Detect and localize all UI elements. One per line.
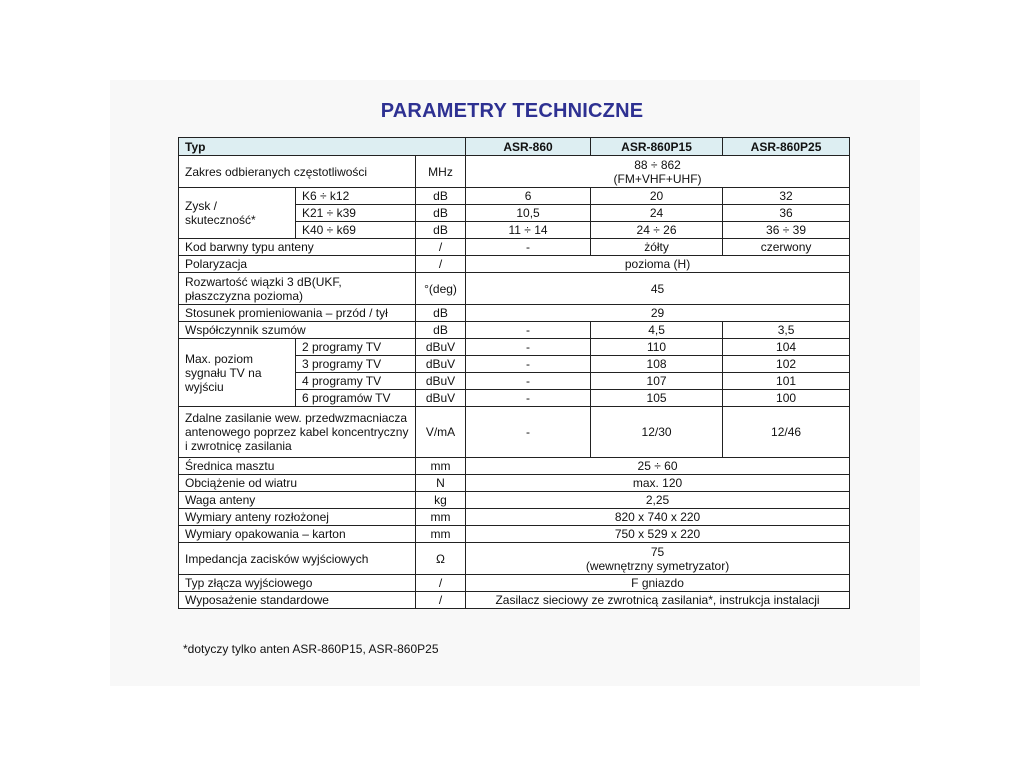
label-line: Rozwartość wiązki 3 dB(UKF, — [185, 274, 342, 289]
value-line: 88 ÷ 862 — [634, 157, 681, 172]
table-row — [179, 509, 850, 526]
row-unit: N — [416, 475, 466, 492]
cell-asr-860p25: 36 ÷ 39 — [723, 222, 850, 239]
spec-table — [178, 137, 850, 609]
row-unit: dB — [416, 222, 466, 239]
row-label: Polaryzacja — [179, 256, 416, 273]
page-title: PARAMETRY TECHNICZNE — [380, 100, 644, 122]
cell-asr-860p15: 4,5 — [591, 322, 723, 339]
cell-asr-860: - — [466, 322, 591, 339]
row-unit: / — [416, 592, 466, 609]
table-row — [179, 339, 850, 356]
header-asr-860: ASR-860 — [466, 138, 591, 156]
row-unit: V/mA — [416, 407, 466, 458]
row-value — [466, 543, 850, 575]
cell-asr-860: 6 — [466, 188, 591, 205]
row-unit: mm — [416, 509, 466, 526]
label-line: skuteczność* — [185, 213, 256, 227]
row-unit: mm — [416, 458, 466, 475]
row-unit: °(deg) — [416, 273, 466, 305]
row-value: 2,25 — [466, 492, 850, 509]
label-line: Zdalne zasilanie wew. przedwzmacniacza — [185, 411, 408, 425]
row-sublabel: 2 programy TV — [296, 339, 416, 356]
row-label: Impedancja zacisków wyjściowych — [179, 543, 416, 575]
table-row — [179, 256, 850, 273]
cell-asr-860p25: 100 — [723, 390, 850, 407]
value-line: (FM+VHF+UHF) — [613, 171, 702, 186]
cell-asr-860p25: 102 — [723, 356, 850, 373]
cell-asr-860p15: 105 — [591, 390, 723, 407]
table-row — [179, 458, 850, 475]
label-line: wyjściu — [185, 379, 224, 394]
cell-asr-860p15: 24 ÷ 26 — [591, 222, 723, 239]
cell-asr-860: 10,5 — [466, 205, 591, 222]
row-unit: / — [416, 256, 466, 273]
header-asr-860p25: ASR-860P25 — [723, 138, 850, 156]
row-value: max. 120 — [466, 475, 850, 492]
row-label: Zakres odbieranych częstotliwości — [179, 156, 416, 188]
row-value: 25 ÷ 60 — [466, 458, 850, 475]
row-label: Wyposażenie standardowe — [179, 592, 416, 609]
table-row — [179, 156, 850, 188]
row-unit: dB — [416, 188, 466, 205]
cell-asr-860p25: czerwony — [723, 239, 850, 256]
cell-asr-860p15: 24 — [591, 205, 723, 222]
cell-asr-860: - — [466, 390, 591, 407]
cell-asr-860p15: 20 — [591, 188, 723, 205]
footnote: *dotyczy tylko anten ASR-860P15, ASR-860P25 — [183, 642, 439, 656]
cell-asr-860p15: 12/30 — [591, 407, 723, 458]
cell-asr-860p25: 36 — [723, 205, 850, 222]
table-row — [179, 273, 850, 305]
row-unit: dBuV — [416, 390, 466, 407]
table-row — [179, 575, 850, 592]
row-value: Zasilacz sieciowy ze zwrotnicą zasilania*, instrukcja instalacji — [466, 592, 850, 609]
value-line: (wewnętrzny symetryzator) — [585, 558, 730, 573]
row-unit: mm — [416, 526, 466, 543]
row-label — [179, 339, 296, 407]
table-row — [179, 492, 850, 509]
cell-asr-860p25: 32 — [723, 188, 850, 205]
row-label: Typ złącza wyjściowego — [179, 575, 416, 592]
header-asr-860p15: ASR-860P15 — [591, 138, 723, 156]
row-value: 750 x 529 x 220 — [466, 526, 850, 543]
cell-asr-860: - — [466, 407, 591, 458]
label-line: sygnału TV na — [185, 365, 262, 380]
row-label: Wymiary opakowania – karton — [179, 526, 416, 543]
row-unit: kg — [416, 492, 466, 509]
cell-asr-860: - — [466, 239, 591, 256]
cell-asr-860p25: 104 — [723, 339, 850, 356]
table-row — [179, 305, 850, 322]
row-value: 820 x 740 x 220 — [466, 509, 850, 526]
cell-asr-860: - — [466, 356, 591, 373]
cell-asr-860p15: żółty — [591, 239, 723, 256]
cell-asr-860: - — [466, 373, 591, 390]
label-line: antenowego poprzez kabel koncentryczny — [185, 425, 409, 439]
row-value: 29 — [466, 305, 850, 322]
row-label: Średnica masztu — [179, 458, 416, 475]
cell-asr-860p15: 108 — [591, 356, 723, 373]
row-unit: MHz — [416, 156, 466, 188]
row-label: Stosunek promieniowania – przód / tył — [179, 305, 416, 322]
cell-asr-860p25: 3,5 — [723, 322, 850, 339]
row-unit: dBuV — [416, 373, 466, 390]
row-value: pozioma (H) — [466, 256, 850, 273]
table-row — [179, 592, 850, 609]
row-label: Kod barwny typu anteny — [179, 239, 416, 256]
row-sublabel: K40 ÷ k69 — [296, 222, 416, 239]
row-unit: Ω — [416, 543, 466, 575]
row-label: Waga anteny — [179, 492, 416, 509]
cell-asr-860p15: 107 — [591, 373, 723, 390]
row-sublabel: 4 programy TV — [296, 373, 416, 390]
row-label: Obciążenie od wiatru — [179, 475, 416, 492]
row-sublabel: 6 programów TV — [296, 390, 416, 407]
table-row — [179, 543, 850, 575]
label-line: Zysk / — [185, 199, 217, 213]
row-label — [179, 273, 416, 305]
table-row — [179, 407, 850, 458]
row-label: Wymiary anteny rozłożonej — [179, 509, 416, 526]
table-header-row — [179, 138, 850, 156]
label-line: Max. poziom — [185, 351, 254, 366]
cell-asr-860p25: 12/46 — [723, 407, 850, 458]
row-sublabel: K6 ÷ k12 — [296, 188, 416, 205]
row-label — [179, 188, 296, 239]
table-row — [179, 475, 850, 492]
cell-asr-860: - — [466, 339, 591, 356]
cell-asr-860p15: 110 — [591, 339, 723, 356]
row-label — [179, 407, 416, 458]
table-row — [179, 188, 850, 205]
row-label: Współczynnik szumów — [179, 322, 416, 339]
table-row — [179, 239, 850, 256]
row-unit: dB — [416, 305, 466, 322]
cell-asr-860p25: 101 — [723, 373, 850, 390]
label-line: i zwrotnicę zasilania — [185, 439, 292, 453]
row-sublabel: K21 ÷ k39 — [296, 205, 416, 222]
row-value: 45 — [466, 273, 850, 305]
row-value — [466, 156, 850, 188]
row-unit: dBuV — [416, 356, 466, 373]
cell-asr-860: 11 ÷ 14 — [466, 222, 591, 239]
row-unit: dB — [416, 322, 466, 339]
value-line: 75 — [650, 544, 665, 559]
row-unit: / — [416, 239, 466, 256]
row-unit: / — [416, 575, 466, 592]
row-value: F gniazdo — [466, 575, 850, 592]
table-row — [179, 322, 850, 339]
label-line: płaszczyzna pozioma) — [185, 288, 304, 303]
row-sublabel: 3 programy TV — [296, 356, 416, 373]
row-unit: dBuV — [416, 339, 466, 356]
header-typ: Typ — [179, 138, 466, 156]
table-row — [179, 526, 850, 543]
row-unit: dB — [416, 205, 466, 222]
